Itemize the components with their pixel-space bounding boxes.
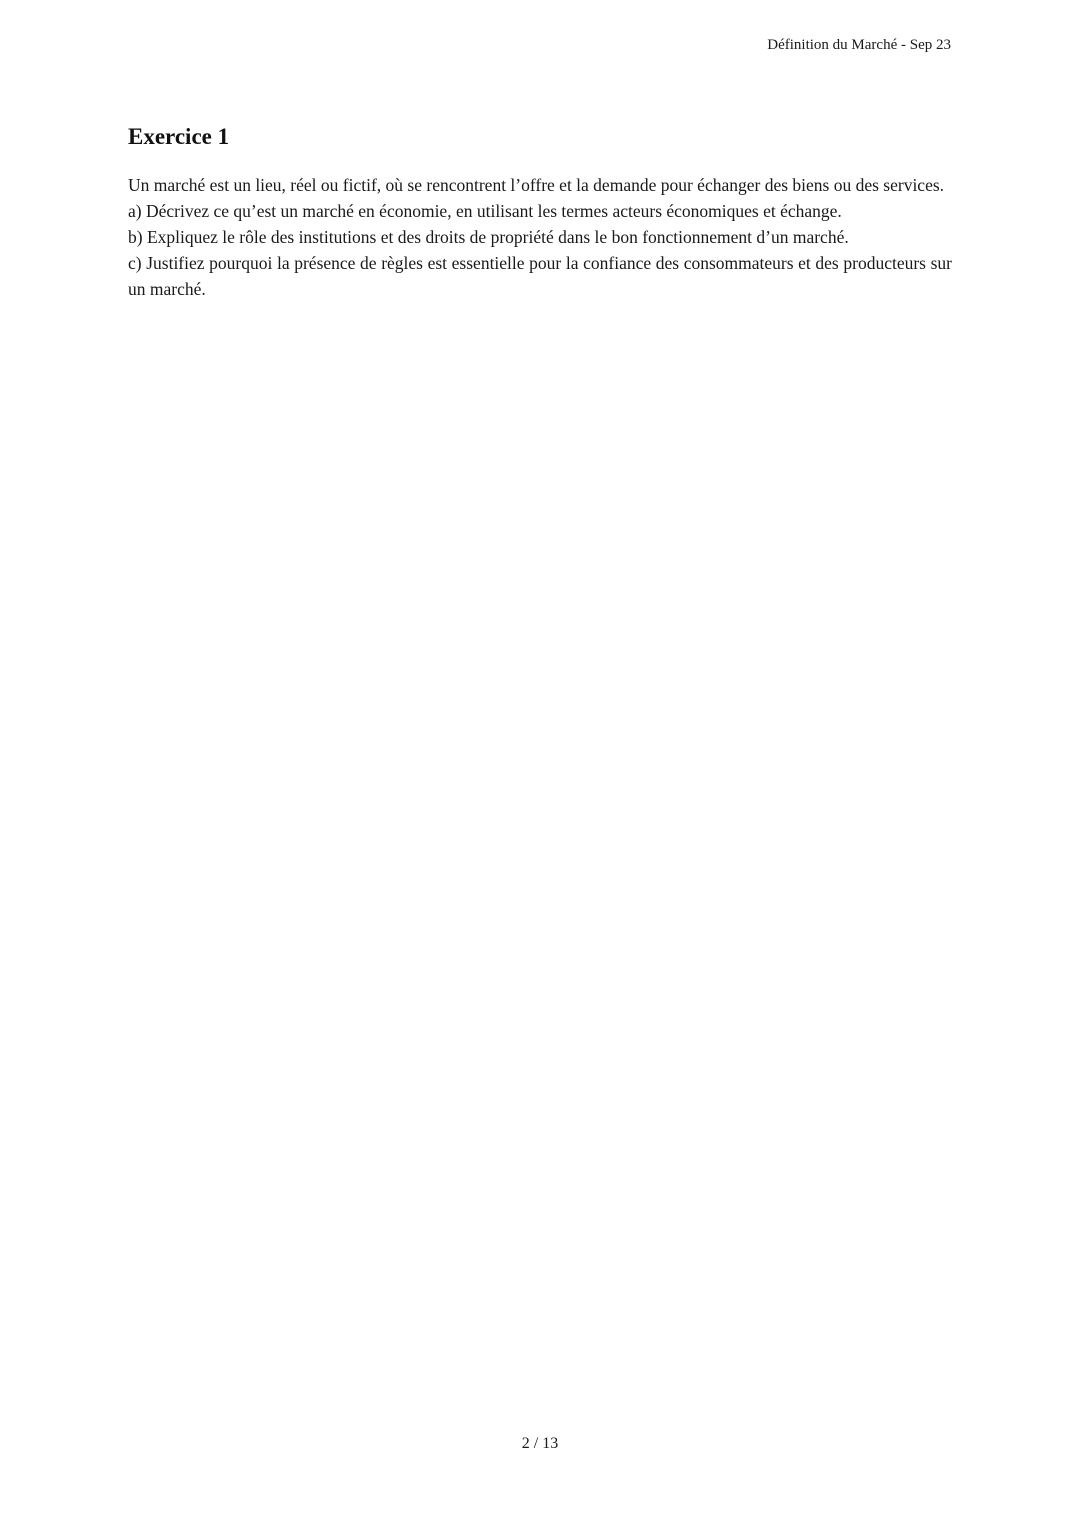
question-b: b) Expliquez le rôle des institutions et des droits de propriété dans le bon fonctionnement d’un marché. [128, 227, 849, 247]
page-number: 2 / 13 [521, 1435, 559, 1452]
exercise-title: Exercice 1 [128, 124, 230, 149]
exercise-body [128, 172, 952, 302]
running-header: Définition du Marché - Sep 23 [767, 37, 951, 53]
exercise-intro: Un marché est un lieu, réel ou fictif, où se rencontrent l’offre et la demande pour échanger des biens ou des services. [128, 175, 945, 195]
question-a: a) Décrivez ce qu’est un marché en économie, en utilisant les termes acteurs économiques et échange. [128, 201, 842, 221]
question-c: c) Justifiez pourquoi la présence de règles est essentielle pour la confiance des consommateurs et des producteurs sur un marché. [128, 253, 952, 299]
